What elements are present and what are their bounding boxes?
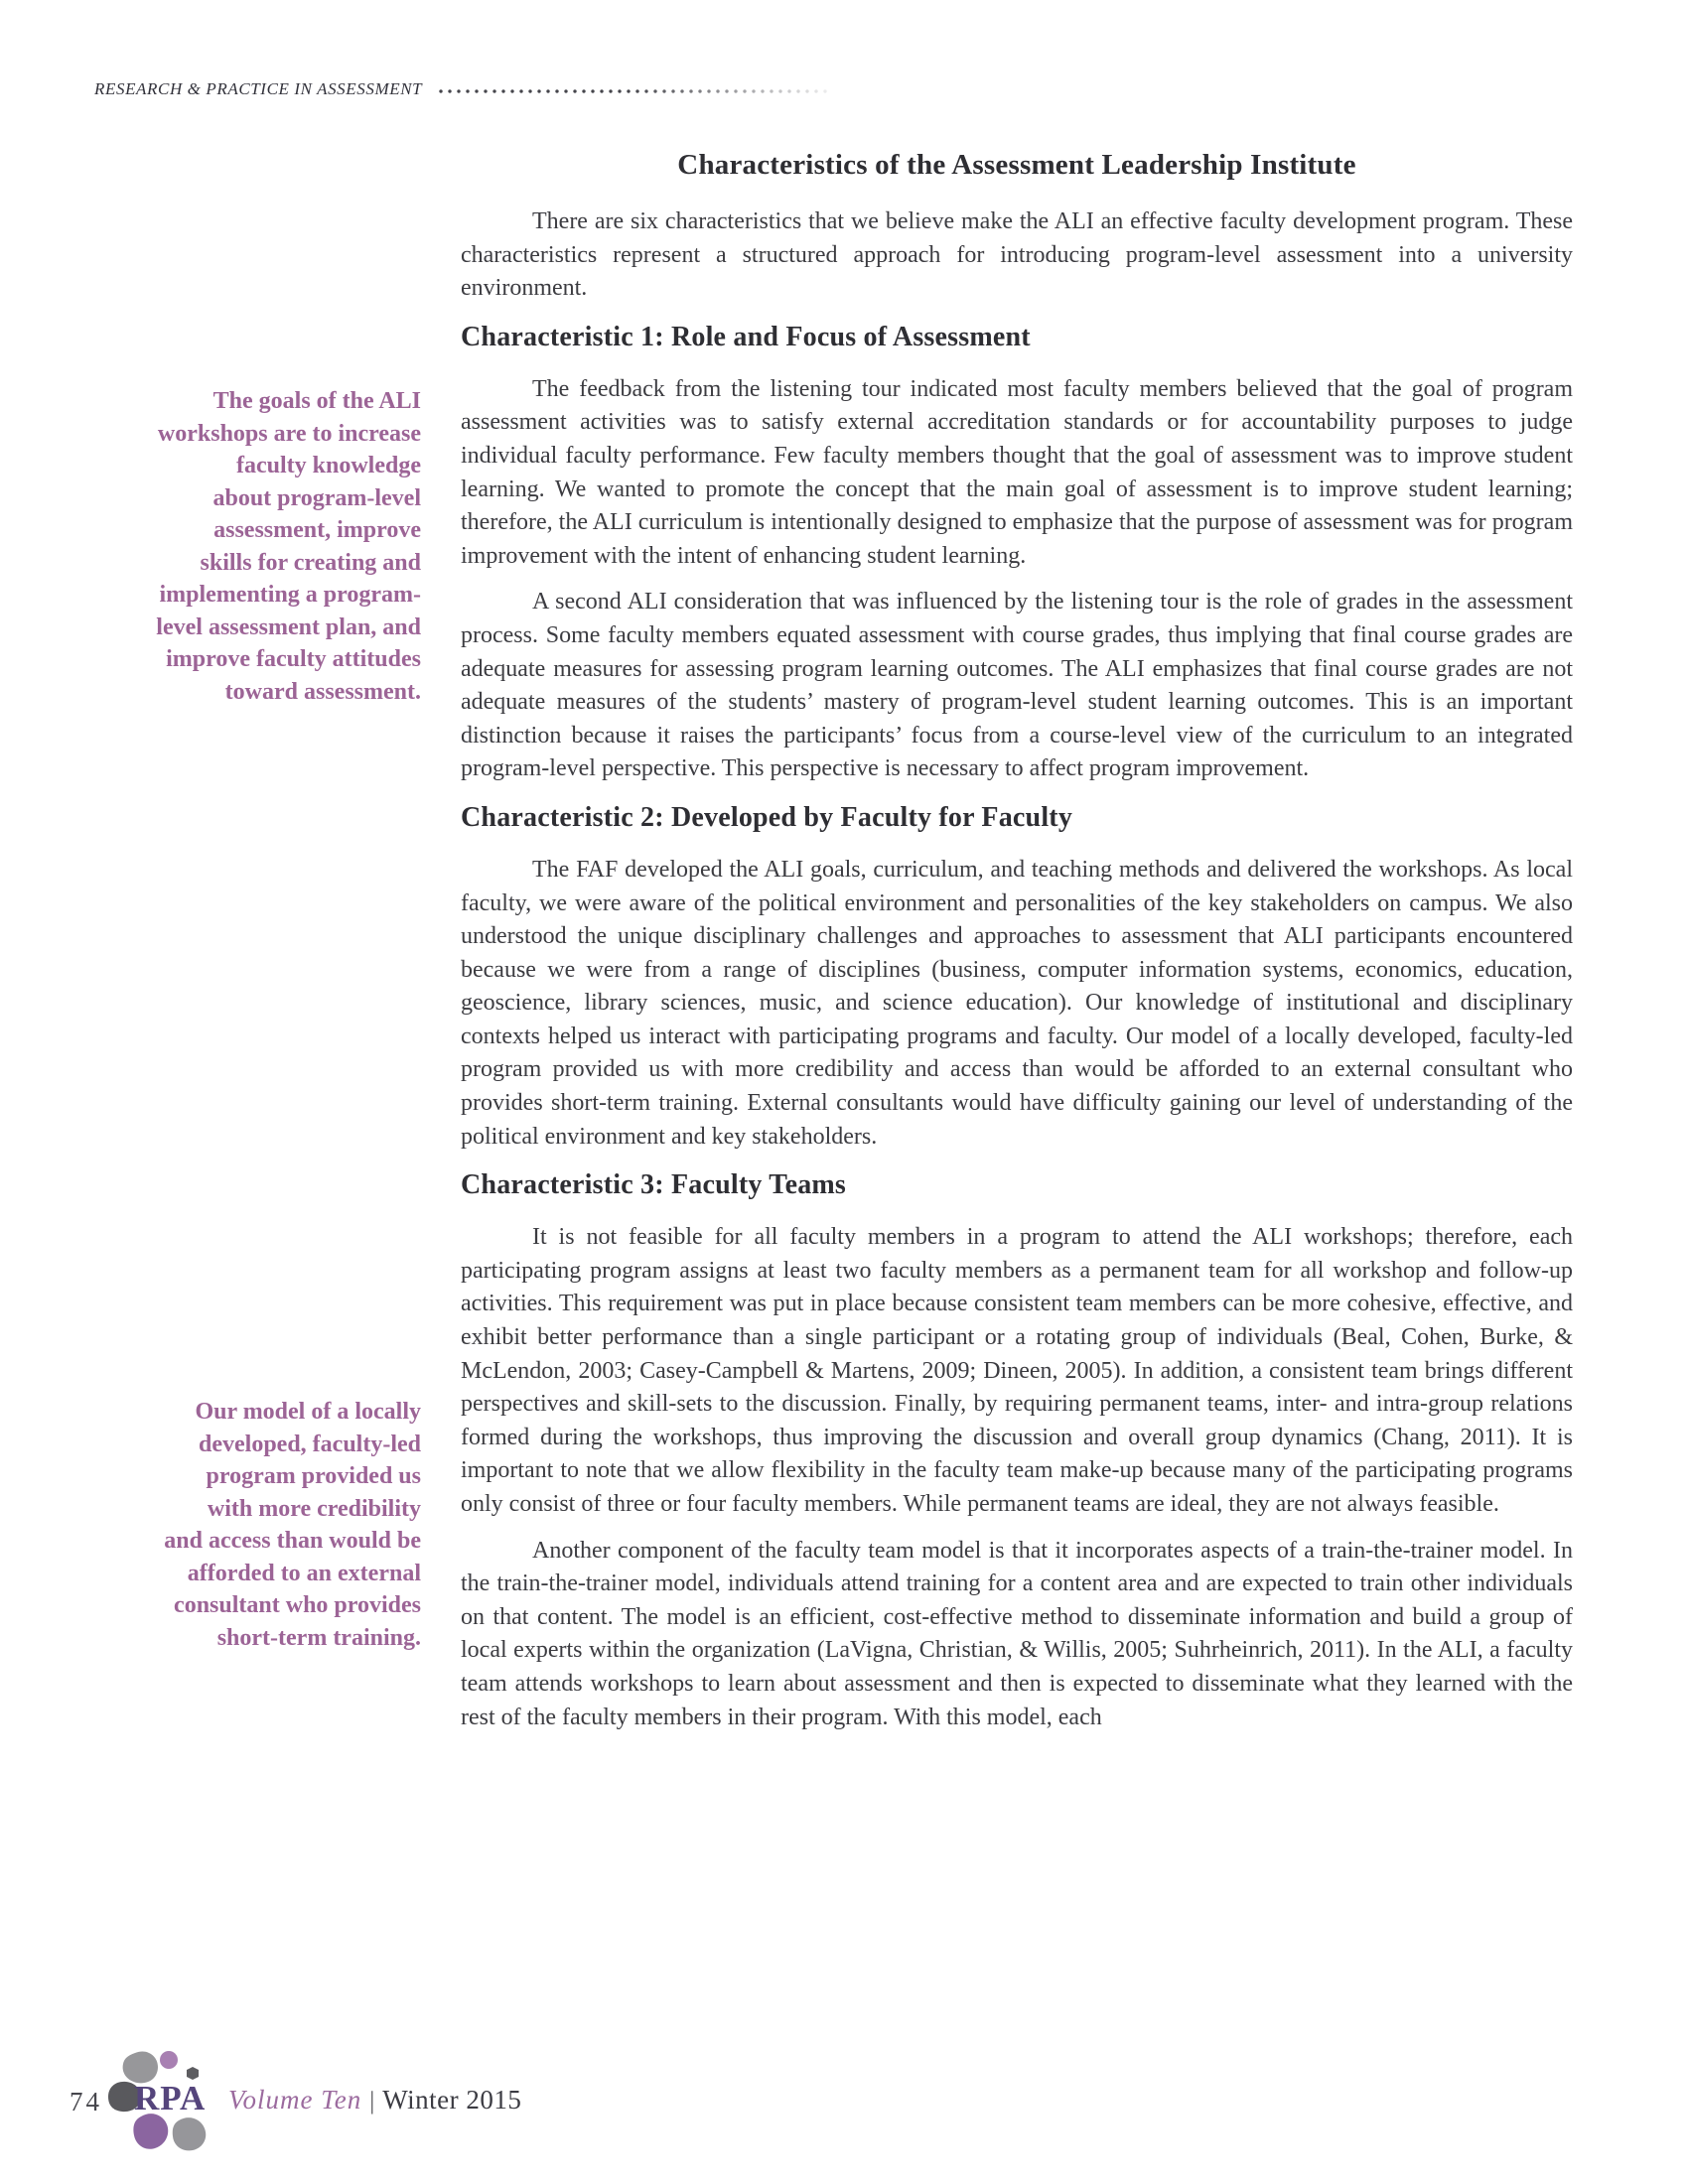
pull-quote-line: consultant who provides [174,1592,421,1618]
article-title: Characteristics of the Assessment Leadership Institute [677,149,1356,181]
pull-quote-line: about program-level [212,484,421,511]
volume-separator: | [369,2088,375,2115]
pull-quote-line: faculty knowledge [236,453,421,478]
section-heading-3: Characteristic 3: Faculty Teams [461,1169,847,1201]
pull-quote-line: program provided us [206,1463,421,1489]
intro-paragraph: There are six characteristics that we believe make the ALI an effective faculty development program. These characteristics represent a structured approach for introducing program-level assessment into a university environment. [461,208,1573,302]
volume-line [228,2085,521,2116]
pull-quote-line: afforded to an external [187,1560,421,1586]
main-text-column [461,149,1573,1747]
pull-quote-line: short-term training. [216,1624,421,1651]
page-number: 74 [70,2087,102,2116]
section-heading-2: Characteristic 2: Developed by Faculty for Faculty [461,801,1073,833]
section-1-paragraph: A second ALI consideration that was influenced by the listening tour is the role of grades in the assessment process. Some faculty members equated assessment with course grades, thus implying that final course grades are adequate measures for assessing program learning outcomes. The ALI emphasizes that final course grades are not adequate measures of the students’ mastery of program-level student learning outcomes. This is an important distinction because it raises the participants’ focus from a course-level view of the curriculum to an integrated program-level perspective. This perspective is necessary to affect program improvement. [461,589,1573,782]
pull-quote-line: toward assessment. [224,678,421,705]
pull-quote-line: skills for creating and [200,549,421,576]
pull-quote-2 [85,1396,421,1654]
running-head [94,79,827,99]
pull-quote-line: Our model of a locally [195,1399,421,1425]
section-3-paragraph: It is not feasible for all faculty members in a program to attend the ALI workshops; therefore, each participating program assigns at least two faculty members as a permanent team for all workshop and follow-up activities. This requirement was put in place because consistent team members can be more cohesive, effective, and exhibit better performance than a single participant or a rotating group of individuals (Beal, Cohen, Burke, & McLendon, 2003; Casey-Campbell & Martens, 2009; Dineen, 2005). In addition, a consistent team brings different perspectives and skill-sets to the discussion. Finally, by requiring permanent teams, inter- and intra-group relations formed during the workshops, thus improving the discussion and overall group dynamics (Chang, 2011). It is important to note that we allow flexibility in the faculty team make-up because many of the participating programs only consist of three or four faculty members. While permanent teams are ideal, they are not always feasible. [461,1224,1573,1517]
issue-label: Winter 2015 [382,2085,522,2115]
pull-quote-1 [85,385,421,708]
logo-petal-icon [133,2114,168,2149]
logo-wordmark: RPA [134,2079,207,2117]
pull-quote-line: developed, faculty-led [199,1431,421,1457]
pull-quote-line: and access than would be [164,1528,421,1554]
pull-quote-line: The goals of the ALI [212,388,421,414]
section-heading-1: Characteristic 1: Role and Focus of Assessment [461,321,1031,352]
pull-quote-line: level assessment plan, and [156,614,421,640]
pull-quote-line: with more credibility [207,1495,421,1522]
rpa-journal-logo-icon [105,2047,218,2154]
section-3-paragraph: Another component of the faculty team model is that it incorporates aspects of a train-the-trainer model. In the train-the-trainer model, individuals attend training for a content area and are expected to train other individuals on that content. The model is an efficient, cost-effective method to disseminate information and build a group of local experts within the organization (LaVigna, Christian, & Willis, 2005; Suhrheinrich, 2011). In the ALI, a faculty team attends workshops to learn about assessment and then is expected to disseminate what they learned with the rest of the faculty members in their program. With this model, each [461,1537,1573,1730]
dotted-rule [438,88,827,94]
pull-quote-line: workshops are to increase [157,420,421,447]
section-2-paragraph: The FAF developed the ALI goals, curriculum, and teaching methods and delivered the workshops. As local faculty, we were aware of the political environment and personalities of the key stakeholders on campus. We also understood the unique disciplinary challenges and approaches to assessment that ALI participants encountered because we were from a range of disciplines (business, computer information systems, economics, education, geoscience, library sciences, music, and science education). Our knowledge of institutional and disciplinary contexts helped us interact with participating programs and faculty. Our model of a locally developed, faculty-led program provided us with more credibility and access than would be afforded to an external consultant who provides short-term training. External consultants would have difficulty gaining our level of understanding of the political environment and key stakeholders. [461,856,1573,1150]
pull-quote-line: assessment, improve [213,517,421,543]
volume-label: Volume Ten [228,2085,362,2115]
logo-petal-icon [173,2117,207,2150]
pull-quote-line: implementing a program- [159,582,421,608]
pull-quote-line: improve faculty attitudes [166,646,421,672]
section-1-paragraph: The feedback from the listening tour indicated most faculty members believed that the goal of program assessment activities was to satisfy external accreditation standards or for accountability purposes to judge individual faculty performance. Few faculty members thought that the goal of assessment was to improve student learning. We wanted to promote the concept that the main goal of assessment is to improve student learning; therefore, the ALI curriculum is intentionally designed to emphasize that the purpose of assessment was for program improvement with the intent of enhancing student learning. [461,375,1573,569]
journal-name: RESEARCH & PRACTICE IN ASSESSMENT [94,79,423,98]
logo-petal-icon [160,2051,178,2069]
